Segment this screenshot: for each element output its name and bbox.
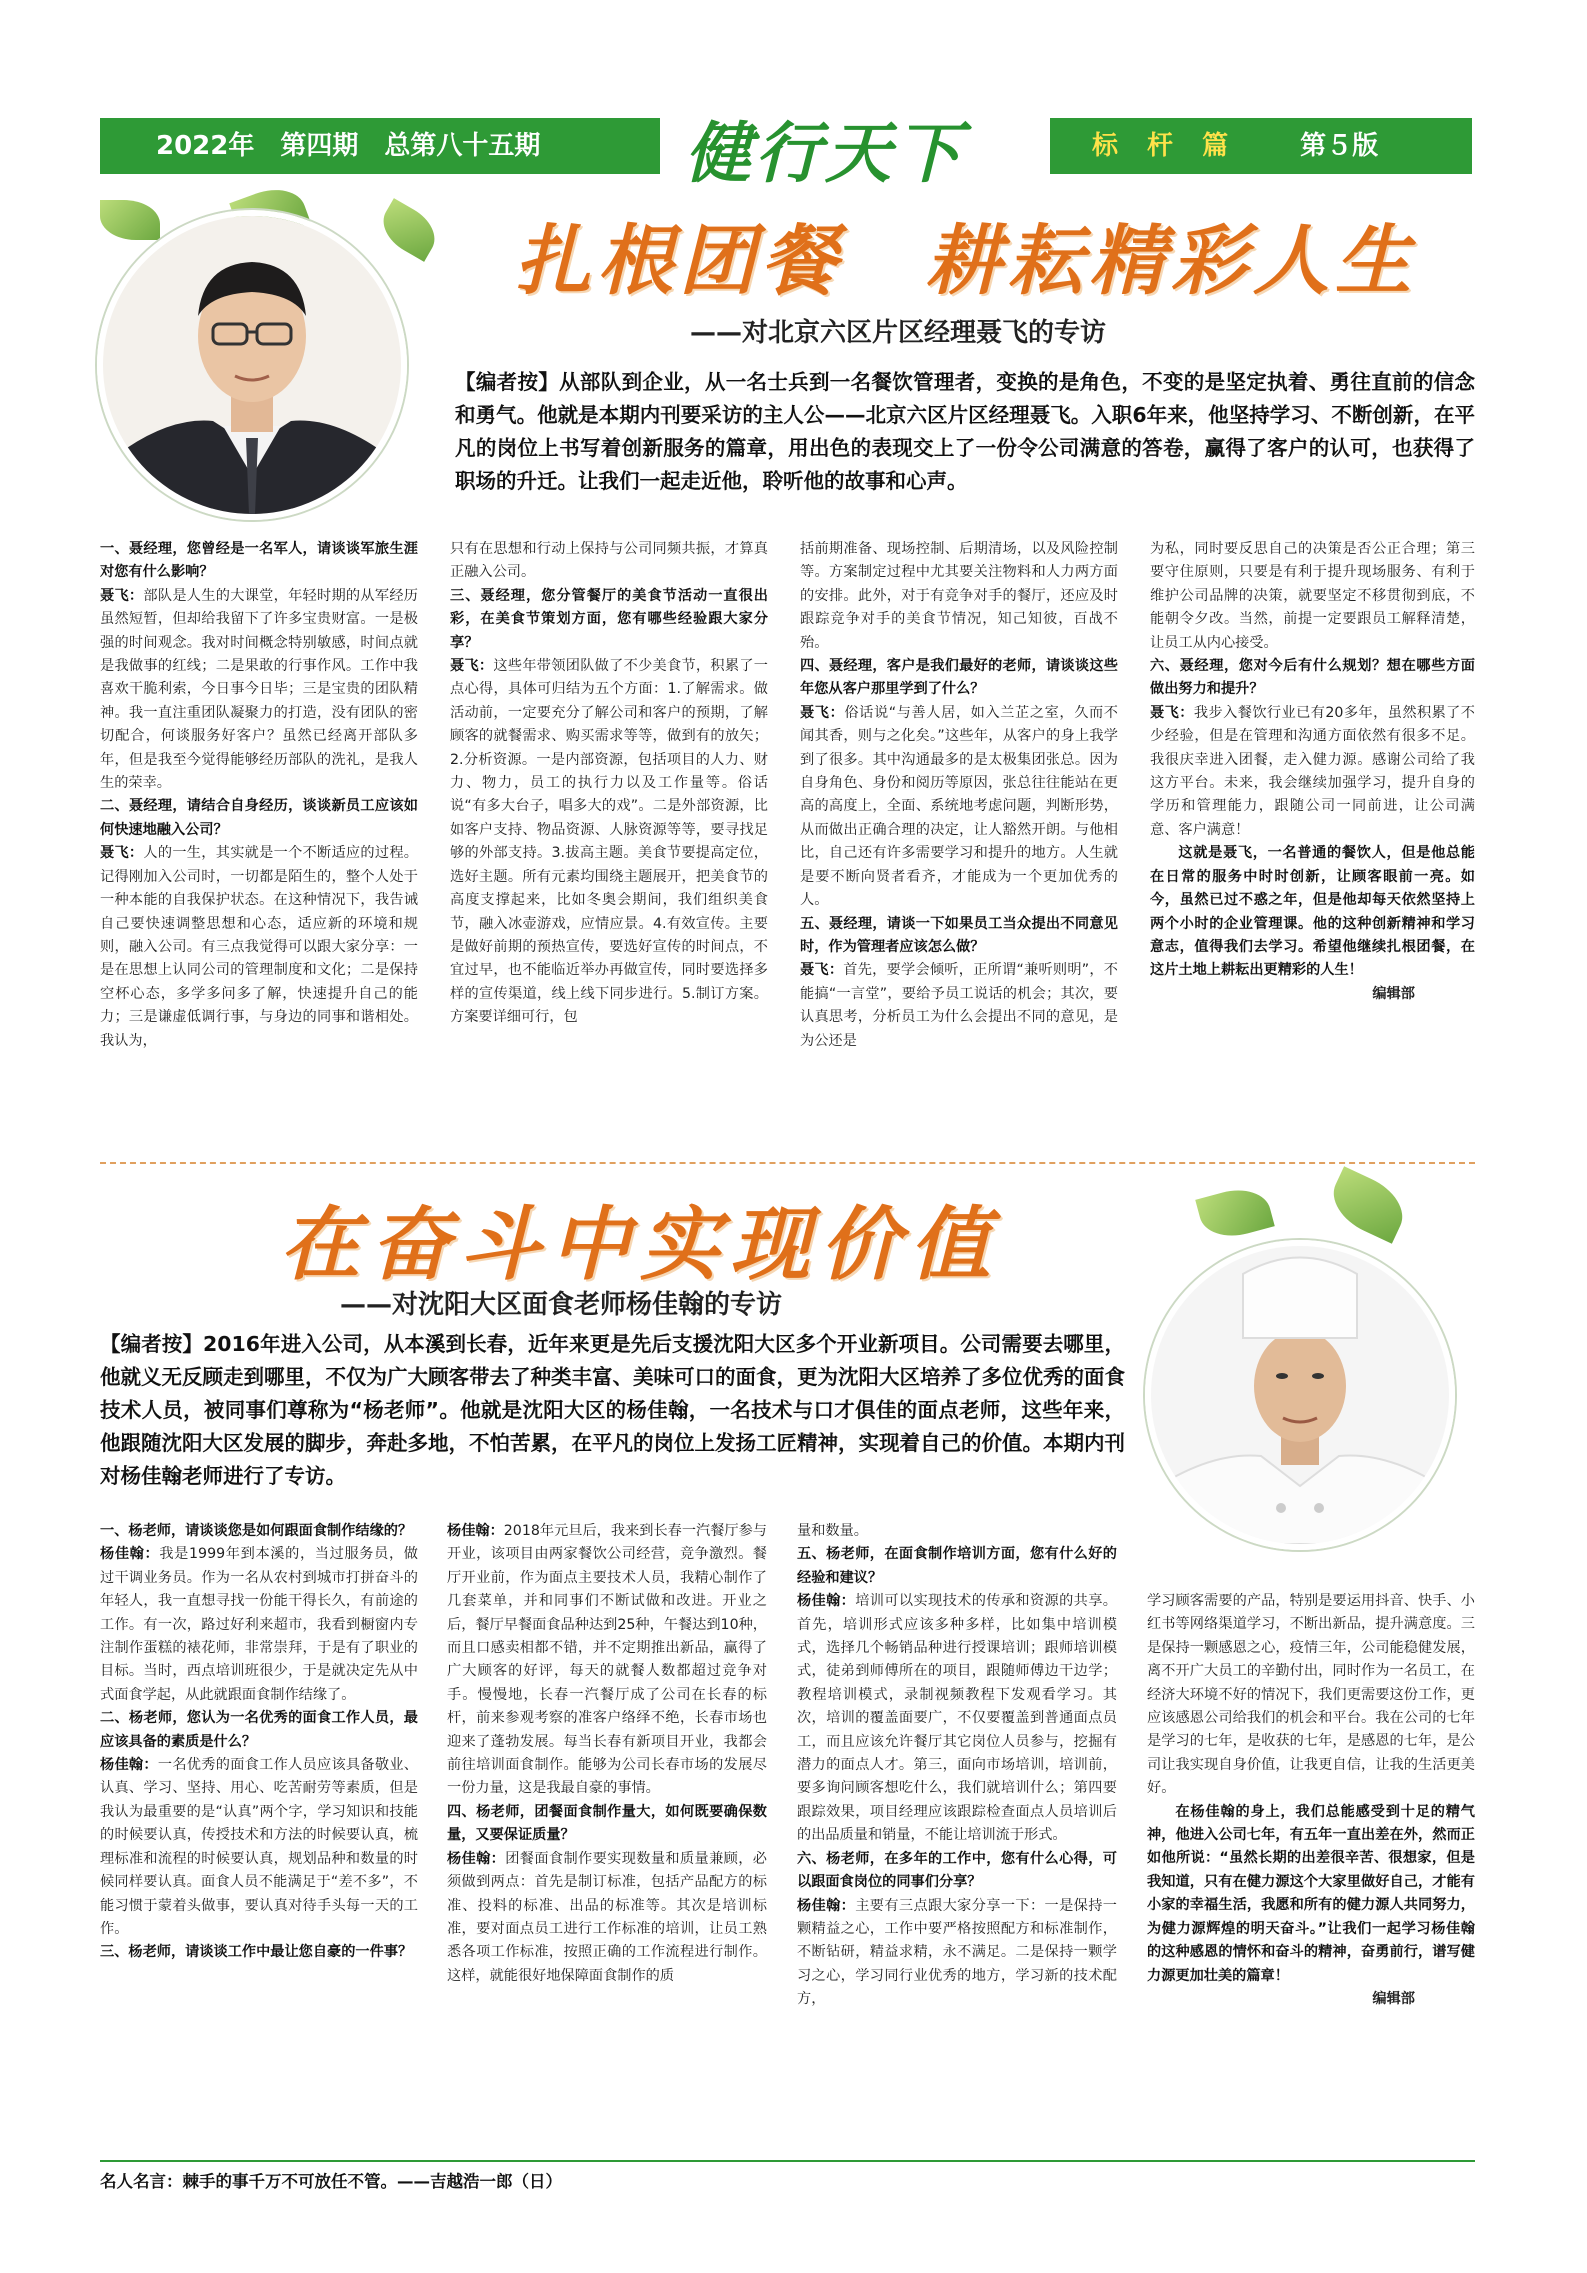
interview-answer [800,538,1118,655]
article2-headline: 在奋斗中实现价值 [280,1197,1000,1291]
article2-column-2 [447,1520,767,1988]
interview-question: 一、杨老师，请谈谈您是如何跟面食制作结缘的？ [100,1523,413,1539]
brand-logo: 健行天下 [685,114,965,192]
page-label: 第５版 [1300,131,1379,161]
article1-headline: 扎根团餐 耕耘精彩人生 [515,216,1417,305]
closing-paragraph: 在杨佳翰的身上，我们总能感受到十足的精气神，他进入公司七年，有五年一直出差在外，然而正如他所说：“虽然长期的出差很辛苦、很想家，但是我知道，只有在健力源这个大家里做好自己，才能有小家的幸福生活，我愿和所有的健力源人共同努力，为健力源辉煌的明天奋斗。”让我们一起学习杨佳翰的这种感恩的情怀和奋斗的精神，奋勇前行，谱写健力源更加壮美的篇章！ [1147,1803,1475,1984]
interview-question: 二、聂经理，请结合自身经历，谈谈新员工应该如何快速地融入公司？ [100,798,418,838]
article2-column-3 [797,1520,1117,2012]
answer-text: 为私，同时要反思自己的决策是否公正合理；第三要守住原则，只要是有利于提升现场服务、有利于维护公司品牌的决策，就要坚定不移贯彻到底，不能朝令夕改。当然，前提一定要跟员工解释清楚，让员工从内心接受。 [1150,541,1475,651]
leaf-decoration [100,200,160,240]
closing-paragraph: 这就是聂飞，一名普通的餐饮人，但是他总能在日常的服务中时时创新，让顾客眼前一亮。如今，虽然已过不惑之年，但是他却每天依然坚持上两个小时的企业管理课。他的这种创新精神和学习意志，值得我们去学习。希望他继续扎根团餐，在这片土地上耕耘出更精彩的人生！ [1150,845,1475,979]
interview-answer [100,1754,418,1941]
answer-text: 一名优秀的面食工作人员应该具备敬业、认真、学习、坚持、用心、吃苦耐劳等素质，但是我认为最重要的是“认真”两个字，学习知识和技能的时候要认真，传授技术和方法的时候要认真，梳理标准和流程的时候要认真，规划品种和数量的时候同样要认真。面食人员不能满足于“差不多”，不能习惯于蒙着头做事，要认真对待手头每一天的工作。 [100,1757,418,1937]
article1-column-1 [100,538,418,1053]
answer-text: 学习顾客需要的产品，特别是要运用抖音、快手、小红书等网络渠道学习，不断出新品，提升满意度。三是保持一颗感恩之心，疫情三年，公司能稳健发展，离不开广大员工的辛勤付出，同时作为一名员工，在经济大环境不好的情况下，我们更需要这份工作，更应该感恩公司给我们的机会和平台。我在公司的七年是学习的七年，是收获的七年，是感恩的七年，是公司让我实现自身价值，让我更自信，让我的生活更美好。 [1147,1593,1475,1797]
interview-answer [800,959,1118,1053]
interview-question: 六、聂经理，您对今后有什么规划？想在哪些方面做出努力和提升？ [1150,658,1475,698]
answer-text: 部队是人生的大课堂，年轻时期的从军经历虽然短暂，但却给我留下了许多宝贵财富。一是极强的时间观念。我对时间概念特别敏感，时间点就是我做事的红线；二是果敢的行事作风。工作中我喜欢干脆利索，今日事今日毕；三是宝贵的团队精神。我一直注重团队凝聚力的打造，没有团队的密切配合，何谈服务好客户？虽然已经离开部队多年，但是我至今觉得能够经历部队的洗礼，是我人生的荣幸。 [100,587,418,792]
section-label: 标 杆 篇 [1092,131,1239,161]
answer-text: 主要有三点跟大家分享一下：一是保持一颗精益之心，工作中要严格按照配方和标准制作，不断钻研，精益求精，永不满足。二是保持一颗学习之心，学习同行业优秀的地方，学习新的技术配方， [797,1897,1117,2008]
answer-text: 2018年元旦后，我来到长春一汽餐厅参与开业，该项目由两家餐饮公司经营，竞争激烈。餐厅开业前，作为面点主要技术人员，我精心制作了几套菜单，并和同事们不断试做和改进。开业之后，餐厅早餐面食品种达到25种，午餐达到10种，而且口感卖相都不错，并不定期推出新品，赢得了广大顾客的好评，每天的就餐人数都超过竞争对手。慢慢地，长春一汽餐厅成了公司在长春的标杆，前来参观考察的准客户络绎不绝，长春市场也迎来了蓬勃发展。每当长春有新项目开业，我都会前往培训面食制作。能够为公司长春市场的发展尽一份力量，这是我最自豪的事情。 [447,1523,767,1797]
speaker-label: 聂飞： [800,704,845,721]
editor-signature: 编辑部 [1372,1990,1415,2007]
leaf-decoration [1195,1182,1275,1245]
section-divider [100,1162,1475,1164]
portrait-yang-jiahan [1145,1240,1455,1550]
speaker-label: 杨佳翰： [447,1523,504,1539]
interview-answer [797,1520,1117,1543]
interview-answer [797,1895,1117,2012]
article1-intro: 【编者按】从部队到企业，从一名士兵到一名餐饮管理者，变换的是角色，不变的是坚定执着、勇往直前的信念和勇气。他就是本期内刊要采访的主人公——北京六区片区经理聂飞。入职6年来，他坚持学习、不断创新，在平凡的岗位上书写着创新服务的篇章，用出色的表现交上了一份令公司满意的答卷，赢得了客户的认可，也获得了职场的升迁。让我们一起走近他，聆听他的故事和心声。 [455,370,1475,493]
interview-answer [1147,1590,1475,1801]
speaker-label: 杨佳翰： [447,1850,506,1867]
interview-question: 五、聂经理，请谈一下如果员工当众提出不同意见时，作为管理者应该怎么做？ [800,915,1118,955]
interview-question: 六、杨老师，在多年的工作中，您有什么心得，可以跟面食岗位的同事们分享？ [797,1850,1117,1891]
answer-text: 括前期准备、现场控制、后期清场，以及风险控制等。方案制定过程中尤其要关注物料和人力两方面的安排。此外，对于有竞争对手的餐厅，还应及时跟踪竞争对手的美食节情况，知己知彼，百战不殆。 [800,541,1118,651]
interview-answer [450,538,768,585]
issue-label: 2022年 第四期 总第八十五期 [156,131,541,161]
speaker-label: 杨佳翰： [797,1593,856,1610]
answer-text: 我步入餐饮行业已有20多年，虽然积累了不少经验，但是在管理和沟通方面依然有很多不足。我很庆幸进入团餐，走入健力源。感谢公司给了我这方平台。未来，我会继续加强学习，提升自身的学历和管理能力，跟随公司一同前进，让公司满意、客户满意！ [1150,704,1475,838]
portrait-nie-fei [97,210,407,520]
answer-text: 这些年带领团队做了不少美食节，积累了一点心得，具体可归结为五个方面：1.了解需求。做活动前，一定要充分了解公司和客户的预期，了解顾客的就餐需求、购买需求等等，做到有的放矢；2.分析资源。一是内部资源，包括项目的人力、财力、物力，员工的执行力以及工作量等。俗话说“有多大台子，唱多大的戏”。二是外部资源，比如客户支持、物品资源、人脉资源等等，要寻找足够的外部支持。3.拔高主题。美食节要提高定位，选好主题。所有元素均围绕主题展开，把美食节的高度支撑起来，比如冬奥会期间，我们组织美食节，融入冰壶游戏，应情应景。4.有效宣传。主要是做好前期的预热宣传，要选好宣传的时间点，不宜过早，也不能临近举办再做宣传，同时要选择多样的宣传渠道，线上线下同步进行。5.制订方案。方案要详细可行，包 [450,658,768,1026]
interview-answer [100,1543,418,1707]
article2-intro: 【编者按】2016年进入公司，从本溪到长春，近年来更是先后支援沈阳大区多个开业新项目。公司需要去哪里，他就义无反顾走到哪里，不仅为广大顾客带去了种类丰富、美味可口的面食，更为沈阳大区培养了多位优秀的面食技术人员，被同事们尊称为“杨老师”。他就是沈阳大区的杨佳翰，一名技术与口才俱佳的面点老师，这些年来，他跟随沈阳大区发展的脚步，奔赴多地，不怕苦累，在平凡的岗位上发扬工匠精神，实现着自己的价值。本期内刊对杨佳翰老师进行了专访。 [100,1332,1125,1488]
answer-text: 量和数量。 [797,1523,868,1539]
article2-subhead: ——对沈阳大区面食老师杨佳翰的专访 [340,1290,783,1320]
article2-column-4 [1147,1590,1475,2011]
answer-text: 我是1999年到本溪的，当过服务员，做过干调业务员。作为一名从农村到城市打拼奋斗的年轻人，我一直想寻找一份能干得长久，有前途的工作。有一次，路过好利来超市，我看到橱窗内专注制作蛋糕的裱花师，非常崇拜，于是有了职业的目标。当时，西点培训班很少，于是就决定先从中式面食学起，从此就跟面食制作结缘了。 [100,1546,418,1703]
article1-column-3 [800,538,1118,1053]
article1-subhead: ——对北京六区片区经理聂飞的专访 [690,318,1107,348]
answer-text: 俗话说“与善人居，如入兰芷之室，久而不闻其香，则与之化矣。”这些年，从客户的身上我学到了很多。其中沟通最多的是太极集团张总。因为自身角色、身份和阅历等原因，张总往往能站在更高的高度上，全面、系统地考虑问题，判断形势，从而做出正确合理的决定，让人豁然开朗。与他相比，自己还有许多需要学习和提升的地方。人生就是要不断向贤者看齐，才能成为一个更加优秀的人。 [800,704,1118,909]
interview-question: 三、杨老师，请谈谈工作中最让您自豪的一件事？ [100,1944,413,1961]
article2-column-1 [100,1520,418,1965]
footer-rule [100,2160,1475,2162]
leaf-decoration [374,198,444,262]
leaf-decoration [1323,1166,1413,1243]
editor-signature: 编辑部 [1372,985,1415,1002]
article1-column-2 [450,538,768,1030]
interview-answer [797,1590,1117,1847]
answer-text: 培训可以实现技术的传承和资源的共享。首先，培训形式应该多种多样，比如集中培训模式，选择几个畅销品种进行授课培训；跟师培训模式，徒弟到师傅所在的项目，跟随师傅边干边学；教程培训模式，录制视频教程下发观看学习。其次，培训的覆盖面要广，不仅要覆盖到普通面点员工，而且应该允许餐厅其它岗位人员参与，挖掘有潜力的面点人才。第三，面向市场培训，培训前，要多询问顾客想吃什么，我们就培训什么；第四要跟踪效果，项目经理应该跟踪检查面点人员培训后的出品质量和销量，不能让培训流于形式。 [797,1593,1117,1844]
speaker-label: 聂飞： [800,962,844,979]
interview-answer [800,702,1118,913]
interview-answer [450,655,768,1030]
interview-answer [100,585,418,796]
speaker-label: 杨佳翰： [100,1757,158,1774]
answer-text: 只有在思想和行动上保持与公司同频共振，才算真正融入公司。 [450,541,768,581]
interview-answer [1150,538,1475,655]
speaker-label: 聂飞： [1150,704,1194,721]
interview-answer [1150,702,1475,842]
section-bar [1050,118,1472,174]
interview-question: 三、聂经理，您分管餐厅的美食节活动一直很出彩，在美食节策划方面，您有哪些经验跟大家分享？ [450,587,768,651]
interview-answer [447,1520,767,1801]
interview-question: 二、杨老师，您认为一名优秀的面食工作人员，最应该具备的素质是什么？ [100,1710,418,1750]
interview-question: 五、杨老师，在面食制作培训方面，您有什么好的经验和建议？ [797,1546,1117,1586]
speaker-label: 杨佳翰： [797,1897,856,1914]
speaker-label: 聂飞： [100,845,144,862]
interview-question: 四、聂经理，客户是我们最好的老师，请谈谈这些年您从客户那里学到了什么？ [800,658,1118,698]
speaker-label: 杨佳翰： [100,1546,160,1563]
interview-question: 四、杨老师，团餐面食制作量大，如何既要确保数量，又要保证质量？ [447,1803,767,1844]
interview-answer [447,1848,767,1988]
footer-quote: 名人名言：棘手的事千万不可放任不管。——吉越浩一郎（日） [100,2172,562,2191]
speaker-label: 聂飞： [100,587,144,604]
speaker-label: 聂飞： [450,658,494,675]
answer-text: 团餐面食制作要实现数量和质量兼顾，必须做到两点：首先是制订标准，包括产品配方的标准、投料的标准、出品的标准等。其次是培训标准，要对面点员工进行工作标准的培训，让员工熟悉各项工作标准，按照正确的工作流程进行制作。这样，就能很好地保障面食制作的质 [447,1850,767,1984]
interview-question: 一、聂经理，您曾经是一名军人，请谈谈军旅生涯对您有什么影响？ [100,541,418,581]
answer-text: 人的一生，其实就是一个不断适应的过程。记得刚加入公司时，一切都是陌生的，整个人处于一种本能的自我保护状态。在这种情况下，我告诫自己要快速调整思想和心态，适应新的环境和规则，融入公司。有三点我觉得可以跟大家分享：一是在思想上认同公司的管理制度和文化；二是保持空杯心态，多学多问多了解，快速提升自己的能力；三是谦虚低调行事，与身边的同事和谐相处。我认为， [100,845,418,1049]
answer-text: 首先，要学会倾听，正所谓“兼听则明”，不能搞“一言堂”，要给予员工说话的机会；其次，要认真思考，分析员工为什么会提出不同的意见，是为公还是 [800,962,1118,1049]
issue-bar [100,118,660,174]
interview-answer [100,842,418,1053]
article1-column-4 [1150,538,1475,1006]
